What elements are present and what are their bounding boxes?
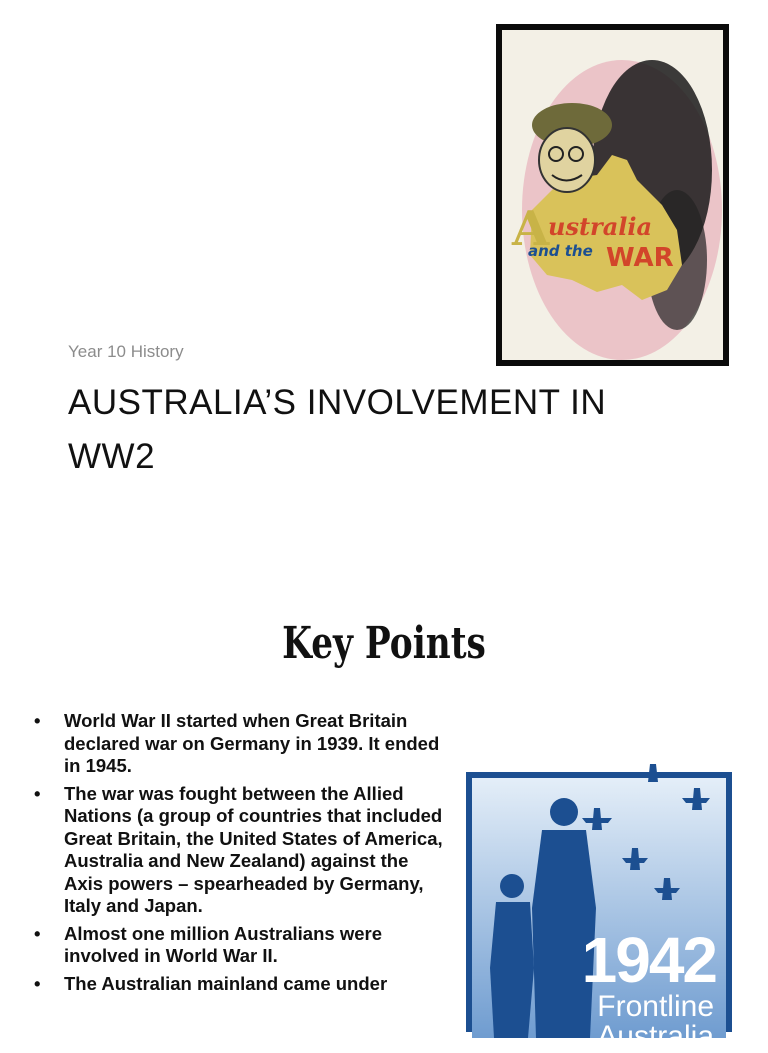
slide-title: AUSTRALIA’S INVOLVEMENT IN WW2 — [68, 383, 607, 476]
australia-war-poster — [496, 24, 729, 366]
poster-word-and-the: and the — [528, 242, 593, 260]
bullet-icon: • — [34, 972, 41, 994]
bullet-icon: • — [34, 782, 41, 804]
poster-word-australia: ustralia — [548, 212, 653, 241]
poster-year: 1942 — [581, 924, 716, 996]
poster-artwork — [502, 30, 723, 360]
poster-initial: A — [512, 201, 550, 257]
poster-word-australia: Australia — [597, 1020, 714, 1053]
key-points-slide — [0, 578, 768, 1053]
poster-image — [472, 778, 726, 1053]
key-points-list — [30, 710, 450, 1000]
list-item: • The Australian mainland came under — [34, 972, 388, 994]
bullet-icon: • — [34, 710, 41, 731]
list-item: • World War II started when Great Britain declared war on Germany in 1939. It ended in 1945. — [34, 710, 440, 776]
poster-word-frontline: Frontline — [597, 990, 714, 1023]
frontline-australia-poster — [466, 772, 732, 1053]
poster-image — [502, 30, 723, 360]
slide-subtitle: Year 10 History — [68, 342, 184, 361]
bullet-icon: • — [34, 922, 41, 944]
key-points-title: Key Points — [282, 618, 486, 669]
list-item: • The war was fought between the Allied Nations (a group of countries that included Great Britain, the United States of America, Australia and New Zealand) against the Axis powers – spearheaded by Germany, Italy and Japan. — [34, 782, 443, 916]
list-item: • Almost one million Australians were involved in World War II. — [34, 922, 382, 966]
poster-word-war: WAR — [606, 243, 674, 273]
